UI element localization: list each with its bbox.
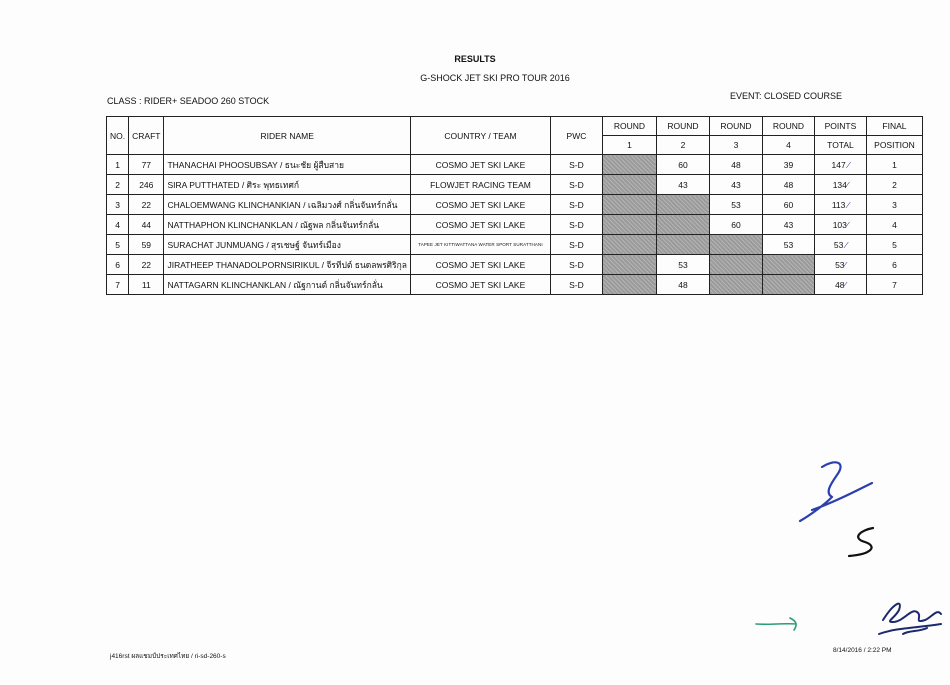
page-title: RESULTS (454, 54, 496, 64)
cell-round-2: 43 (656, 175, 709, 195)
cell-pwc: S-D (550, 255, 602, 275)
cell-craft: 77 (129, 155, 164, 175)
cell-country: COSMO JET SKI LAKE (410, 255, 550, 275)
col-header-total: TOTAL (814, 136, 866, 155)
cell-no: 5 (107, 235, 129, 255)
cell-no: 7 (107, 275, 129, 295)
cell-pwc: S-D (550, 175, 602, 195)
cell-round-4 (762, 275, 814, 295)
table-row (107, 235, 923, 255)
total-value: 147 (831, 159, 846, 170)
cell-pwc: S-D (550, 215, 602, 235)
cell-no: 3 (107, 195, 129, 215)
col-header-position: POSITION (866, 136, 922, 155)
cell-final: 3 (866, 195, 922, 215)
total-value: 103 (832, 219, 847, 230)
signature-right (873, 594, 948, 644)
round-number-2: 2 (656, 136, 709, 155)
cell-round-2 (656, 195, 709, 215)
cell-country: TAPEE JET KITTIWATTANA WATER SPORT SURATTHANI (410, 235, 550, 255)
checkmark-icon: ⁄ (846, 180, 849, 190)
cell-rider: NATTAGARN KLINCHANKLAN / ณัฐกานต์ กลิ่นจันทร์กลั่น (164, 275, 411, 295)
results-table (106, 116, 923, 295)
checkmark-icon: ⁄ (845, 240, 848, 250)
cell-craft: 22 (129, 255, 164, 275)
cell-round-3: 53 (709, 195, 762, 215)
cell-final: 5 (866, 235, 922, 255)
col-header-round-2: ROUND (656, 117, 709, 136)
checkmark-icon: ⁄ (846, 220, 849, 230)
cell-round-2: 48 (656, 275, 709, 295)
footer-file-label: j416rst ผลแชมป์ประเทศไทย / ri-sd-260-s (110, 653, 226, 660)
total-value: 134 (832, 179, 847, 190)
cell-rider: NATTHAPHON KLINCHANKLAN / ณัฐพล กลิ่นจันทร์กลั่น (164, 215, 411, 235)
cell-rider: THANACHAI PHOOSUBSAY / ธนะชัย ผู้สืบสาย (164, 155, 411, 175)
cell-pwc: S-D (550, 275, 602, 295)
col-header-no: NO. (107, 117, 129, 155)
cell-round-3 (709, 275, 762, 295)
cell-craft: 59 (129, 235, 164, 255)
table-row (107, 155, 923, 175)
total-value: 48 (835, 279, 845, 290)
cell-craft: 44 (129, 215, 164, 235)
col-header-pwc: PWC (550, 117, 602, 155)
total-value: 113 (831, 199, 846, 210)
cell-rider: JIRATHEEP THANADOLPORNSIRIKUL / จีรทีปต์ ธนดลพรศิริกุล (164, 255, 411, 275)
col-header-points: POINTS (814, 117, 866, 136)
checkmark-icon: ⁄ (844, 260, 846, 270)
cell-total (814, 195, 866, 215)
cell-no: 4 (107, 215, 129, 235)
cell-total (814, 235, 866, 255)
event-label: EVENT: CLOSED COURSE (730, 91, 843, 101)
cell-pwc: S-D (550, 155, 602, 175)
cell-total (814, 275, 866, 295)
checkmark-icon: ⁄ (848, 160, 850, 170)
cell-rider: CHALOEMWANG KLINCHANKIAN / เฉลิมวงศ์ กลิ่นจันทร์กลั่น (164, 195, 411, 215)
cell-round-2 (656, 215, 709, 235)
cell-rider: SURACHAT JUNMUANG / สุรเชษฐ์ จันทร์เมือง (164, 235, 411, 255)
cell-round-3: 48 (709, 155, 762, 175)
cell-round-3: 43 (709, 175, 762, 195)
col-header-round-4: ROUND (762, 117, 814, 136)
table-row (107, 175, 923, 195)
cell-round-2 (656, 235, 709, 255)
cell-round-4: 43 (762, 215, 814, 235)
cell-final: 2 (866, 175, 922, 195)
table-row (107, 275, 923, 295)
col-header-round-3: ROUND (709, 117, 762, 136)
cell-rider: SIRA PUTTHATED / ศิระ พุทธเทศก์ (164, 175, 411, 195)
table-row (107, 195, 923, 215)
cell-total (814, 155, 866, 175)
event-subtitle: G-SHOCK JET SKI PRO TOUR 2016 (420, 73, 570, 83)
cell-no: 2 (107, 175, 129, 195)
cell-craft: 11 (129, 275, 164, 295)
cell-pwc: S-D (550, 235, 602, 255)
col-header-final: FINAL (866, 117, 922, 136)
cell-round-3 (709, 235, 762, 255)
cell-no: 6 (107, 255, 129, 275)
checkmark-icon: ⁄ (847, 200, 850, 210)
total-value: 53 (835, 259, 845, 270)
cell-round-3 (709, 255, 762, 275)
cell-round-1 (602, 215, 656, 235)
cell-total (814, 255, 866, 275)
cell-round-2: 53 (656, 255, 709, 275)
cell-round-1 (602, 195, 656, 215)
header-row-top (107, 117, 923, 136)
cell-pwc: S-D (550, 195, 602, 215)
cell-no: 1 (107, 155, 129, 175)
signature-black-mark (843, 522, 893, 562)
round-number-3: 3 (709, 136, 762, 155)
cell-round-1 (602, 175, 656, 195)
round-number-1: 1 (602, 136, 656, 155)
checkmark-icon: ⁄ (844, 280, 846, 290)
cell-round-1 (602, 155, 656, 175)
cell-craft: 22 (129, 195, 164, 215)
cell-round-1 (602, 275, 656, 295)
col-header-round-1: ROUND (602, 117, 656, 136)
cell-country: COSMO JET SKI LAKE (410, 195, 550, 215)
cell-round-2: 60 (656, 155, 709, 175)
table-row (107, 215, 923, 235)
cell-round-4 (762, 255, 814, 275)
cell-round-1 (602, 255, 656, 275)
cell-final: 4 (866, 215, 922, 235)
cell-final: 6 (866, 255, 922, 275)
footer-timestamp: 8/14/2016 / 2:22 PM (833, 647, 892, 654)
class-label: CLASS : RIDER+ SEADOO 260 STOCK (107, 96, 270, 106)
cell-total (814, 215, 866, 235)
cell-country: FLOWJET RACING TEAM (410, 175, 550, 195)
cell-total (814, 175, 866, 195)
cell-country: COSMO JET SKI LAKE (410, 275, 550, 295)
round-number-4: 4 (762, 136, 814, 155)
col-header-country: COUNTRY / TEAM (410, 117, 550, 155)
cell-round-4: 39 (762, 155, 814, 175)
col-header-rider: RIDER NAME (164, 117, 411, 155)
cell-craft: 246 (129, 175, 164, 195)
cell-round-4: 48 (762, 175, 814, 195)
table-row (107, 255, 923, 275)
total-value: 53 (833, 239, 844, 250)
cell-round-1 (602, 235, 656, 255)
cell-round-4: 60 (762, 195, 814, 215)
cell-final: 1 (866, 155, 922, 175)
cell-round-4: 53 (762, 235, 814, 255)
cell-country: COSMO JET SKI LAKE (410, 215, 550, 235)
cell-final: 7 (866, 275, 922, 295)
cell-round-3: 60 (709, 215, 762, 235)
col-header-craft: CRAFT (129, 117, 164, 155)
signature-green-arrow (754, 614, 814, 634)
cell-country: COSMO JET SKI LAKE (410, 155, 550, 175)
